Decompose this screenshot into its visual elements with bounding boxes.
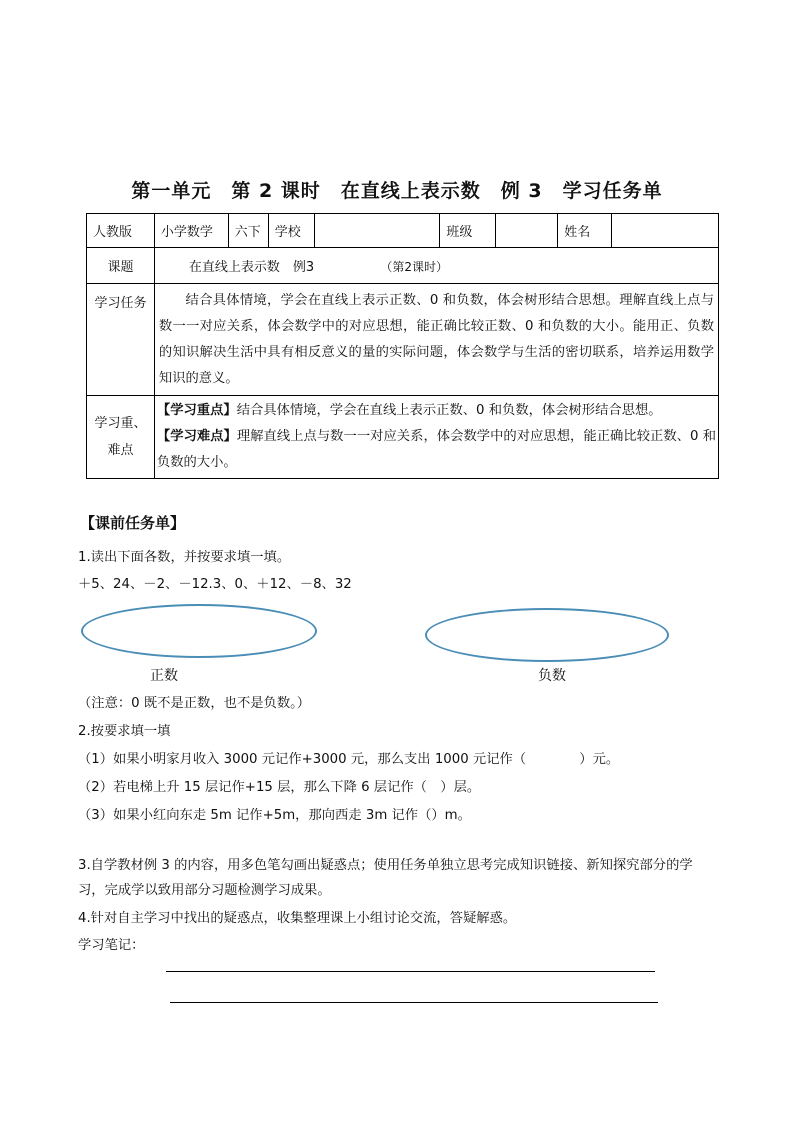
name-field[interactable] <box>612 214 719 248</box>
page-title: 第一单元 第 2 课时 在直线上表示数 例 3 学习任务单 <box>131 180 663 202</box>
positive-label: 正数 <box>150 668 178 684</box>
header-row <box>87 214 719 248</box>
topic-cell <box>154 248 718 284</box>
class-label: 班级 <box>440 214 496 248</box>
note-text: （注意：0 既不是正数，也不是负数。） <box>78 696 311 711</box>
hard-point <box>157 424 716 476</box>
topic-label: 课题 <box>87 248 155 284</box>
question-2-3: （3）如果小红向东走 5m 记作+5m，那向西走 3m 记作（）m。 <box>78 808 471 823</box>
topic-row <box>87 248 719 284</box>
school-field[interactable] <box>314 214 440 248</box>
subject-cell: 小学数学 <box>154 214 228 248</box>
notes-line-1[interactable] <box>166 971 655 972</box>
tasks-cell <box>154 284 718 396</box>
key-point <box>157 398 716 424</box>
tasks-text: 结合具体情境，学会在直线上表示正数、0 和负数，体会树形结合思想。理解直线上点与数一一对应关系，体会数学中的对应思想，能正确比较正数、0 和负数的大小。能用正、负数的知识解决生活中具有相反意义的量的实际问题，体会数学与生活的密切联系，培养运用数学知识的意义。 <box>158 292 714 386</box>
publisher-cell: 人教版 <box>87 214 155 248</box>
notes-line-2[interactable] <box>170 1002 658 1003</box>
question-4: 4.针对自主学习中找出的疑惑点，收集整理课上小组讨论交流，答疑解惑。 <box>78 911 517 926</box>
tasks-label: 学习任务 <box>87 284 155 396</box>
key-label-line1: 学习重、 <box>94 416 147 431</box>
topic-text: 在直线上表示数 例3 <box>188 260 315 275</box>
key-text: 结合具体情境，学会在直线上表示正数、0 和负数，体会树形结合思想。 <box>236 403 662 418</box>
question-2: 2.按要求填一填 <box>78 724 171 739</box>
negative-label: 负数 <box>538 668 566 684</box>
question-2-1: （1）如果小明家月收入 3000 元记作+3000 元，那么支出 1000 元记作（ ）元。 <box>78 752 620 767</box>
topic-period: （第2课时） <box>380 260 448 274</box>
name-label: 姓名 <box>558 214 612 248</box>
question-2-2: （2）若电梯上升 15 层记作+15 层，那么下降 6 层记作（ ）层。 <box>78 780 481 795</box>
info-table <box>86 213 719 479</box>
question-3: 3.自学教材例 3 的内容，用多色笔勾画出疑惑点；使用任务单独立思考完成知识链接、新知探究部分的学习，完成学以致用部分习题检测学习成果。 <box>78 858 693 898</box>
key-cell <box>154 396 718 479</box>
key-row <box>87 396 719 479</box>
tasks-row <box>87 284 719 396</box>
key-label <box>87 396 155 479</box>
notes-label: 学习笔记： <box>78 938 145 953</box>
grade-cell: 六下 <box>228 214 268 248</box>
hard-tag: 【学习难点】 <box>156 429 237 444</box>
class-field[interactable] <box>496 214 558 248</box>
key-tag: 【学习重点】 <box>156 403 237 418</box>
hard-text: 理解直线上点与数一一对应关系，体会数学中的对应思想，能正确比较正数、0 和负数的大小。 <box>156 429 717 470</box>
negative-ellipse[interactable] <box>425 608 669 662</box>
key-label-line2: 难点 <box>107 443 134 458</box>
section-title: 【课前任务单】 <box>80 514 186 532</box>
school-label: 学校 <box>268 214 314 248</box>
number-list: ＋5、24、－2、－12.3、0、＋12、－8、32 <box>78 577 352 592</box>
positive-ellipse[interactable] <box>81 604 317 658</box>
question-1: 1.读出下面各数，并按要求填一填。 <box>78 550 291 565</box>
